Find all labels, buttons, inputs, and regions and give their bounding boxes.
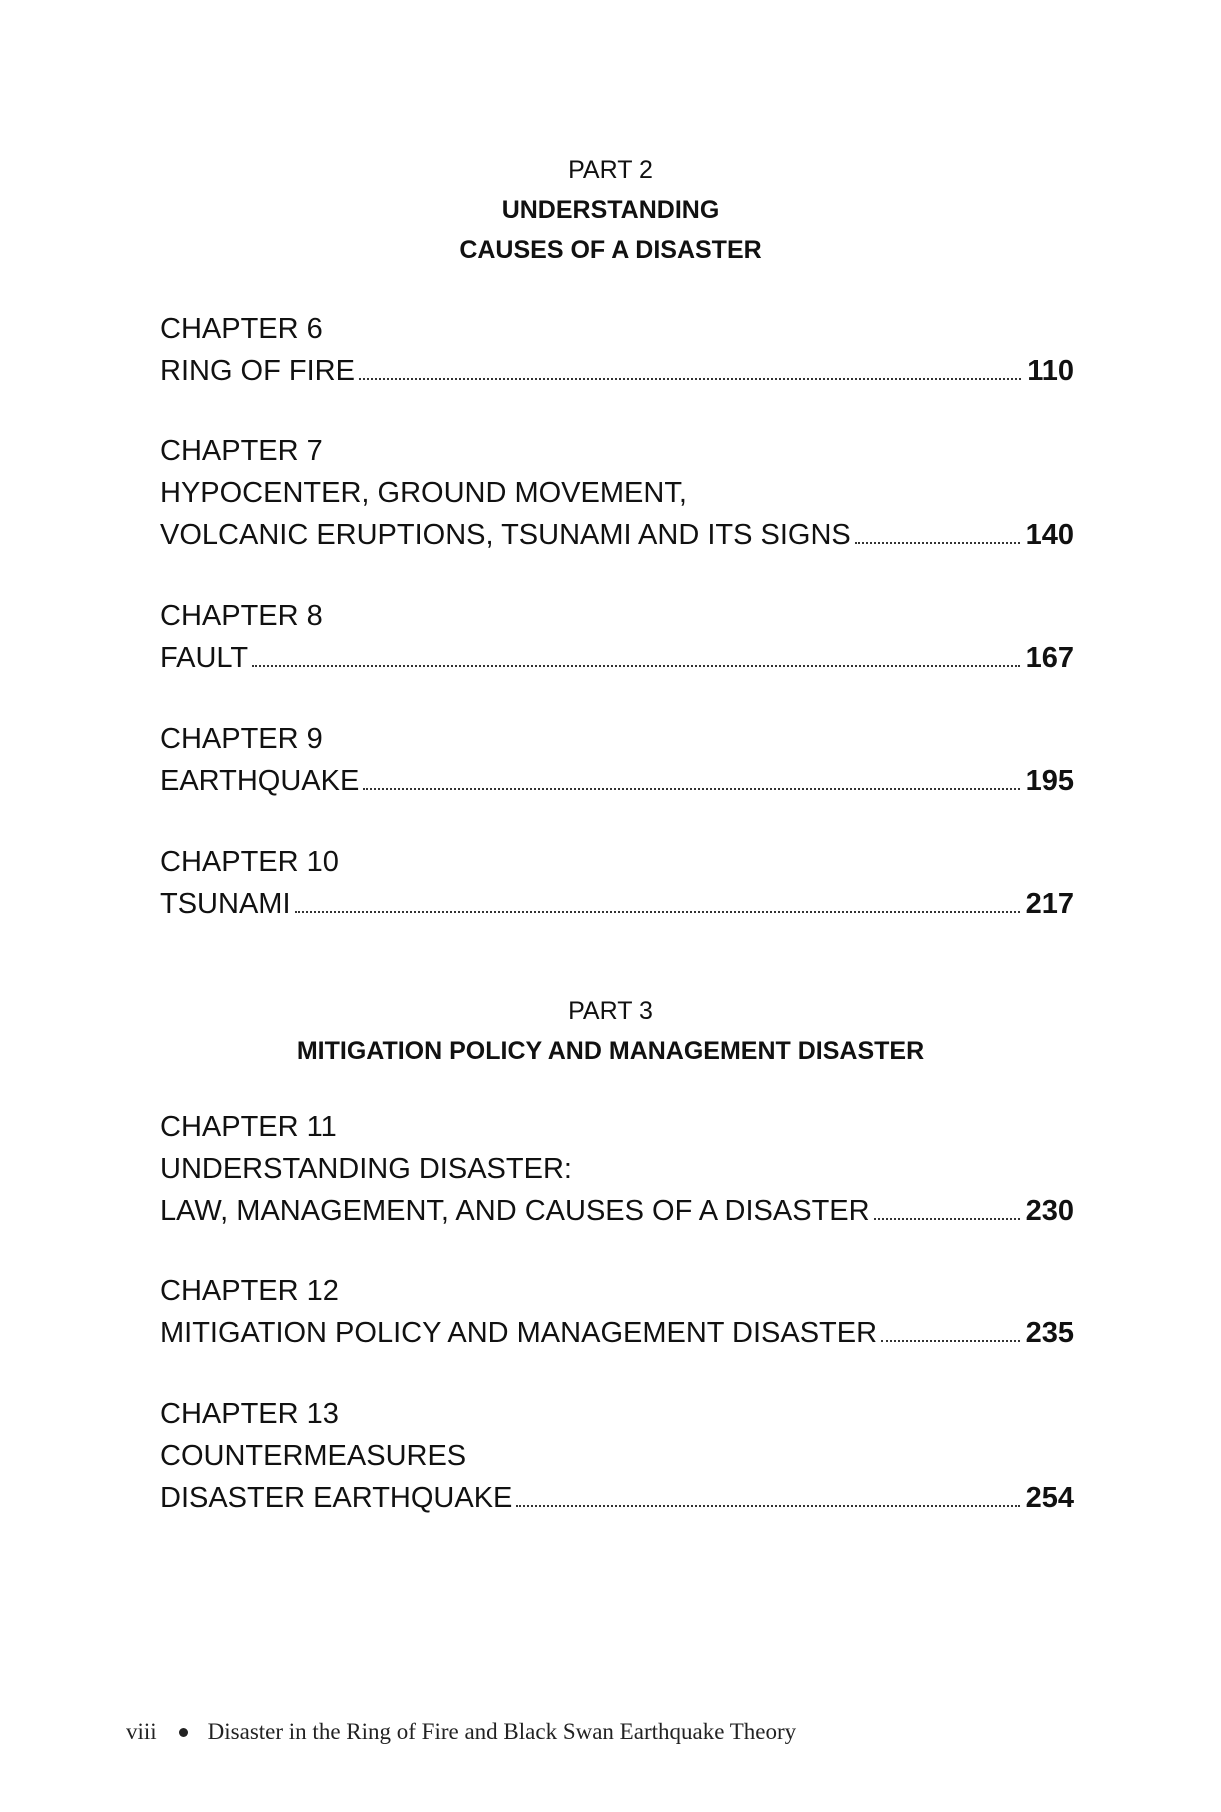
part-title: UNDERSTANDING: [501, 196, 720, 224]
dot-leader: [359, 378, 1021, 380]
page-number: 230: [1025, 1195, 1074, 1227]
chapter-label: CHAPTER 12: [160, 1275, 339, 1307]
toc-entry-chapter-6[interactable]: [160, 308, 1074, 392]
page-footer: [126, 1717, 796, 1747]
chapter-title: LAW, MANAGEMENT, AND CAUSES OF A DISASTER: [160, 1195, 870, 1227]
chapter-label: CHAPTER 11: [160, 1111, 337, 1143]
chapter-title: VOLCANIC ERUPTIONS, TSUNAMI AND ITS SIGNS: [160, 519, 851, 551]
footer-page-number: viii: [126, 1719, 157, 1744]
toc-entry-chapter-7[interactable]: [160, 430, 1074, 556]
chapter-label: CHAPTER 10: [160, 846, 339, 878]
toc-entry-chapter-12[interactable]: [160, 1270, 1074, 1354]
toc-line[interactable]: [160, 350, 1074, 392]
toc-line[interactable]: [160, 760, 1074, 802]
page-number: 110: [1027, 355, 1074, 387]
part-label: PART 3: [568, 997, 653, 1025]
part-label: PART 2: [568, 156, 653, 184]
chapter-title: TSUNAMI: [160, 888, 291, 920]
chapter-title-line: HYPOCENTER, GROUND MOVEMENT,: [160, 477, 687, 509]
dot-leader: [874, 1218, 1020, 1220]
dot-leader: [295, 911, 1020, 913]
page-number: 167: [1025, 642, 1074, 674]
page-number: 140: [1025, 519, 1074, 551]
chapter-title: EARTHQUAKE: [160, 765, 360, 797]
toc-entry-chapter-9[interactable]: [160, 718, 1074, 802]
chapter-title-line: COUNTERMEASURES: [160, 1440, 467, 1472]
chapter-title: RING OF FIRE: [160, 355, 355, 387]
chapter-label: CHAPTER 13: [160, 1398, 339, 1430]
chapter-label: CHAPTER 7: [160, 435, 323, 467]
part-3-heading: [0, 991, 1221, 1071]
page-number: 195: [1025, 765, 1074, 797]
chapter-title: DISASTER EARTHQUAKE: [160, 1482, 513, 1514]
footer-book-title: Disaster in the Ring of Fire and Black Swan Earthquake Theory: [207, 1719, 797, 1744]
chapter-title: FAULT: [160, 642, 249, 674]
toc-line[interactable]: [160, 883, 1074, 925]
chapter-label: CHAPTER 9: [160, 723, 323, 755]
chapter-title: MITIGATION POLICY AND MANAGEMENT DISASTER: [160, 1317, 878, 1349]
toc-line[interactable]: [160, 1312, 1074, 1354]
toc-entry-chapter-11[interactable]: [160, 1106, 1074, 1232]
dot-leader: [252, 665, 1020, 667]
toc-line[interactable]: [160, 637, 1074, 679]
page-number: 217: [1025, 888, 1074, 920]
toc-line[interactable]: [160, 1477, 1074, 1519]
toc-entry-chapter-13[interactable]: [160, 1393, 1074, 1519]
bullet-icon: [179, 1728, 188, 1737]
chapter-label: CHAPTER 8: [160, 600, 323, 632]
page-number: 235: [1025, 1317, 1074, 1349]
dot-leader: [881, 1340, 1020, 1342]
toc-entry-chapter-10[interactable]: [160, 841, 1074, 925]
chapter-label: CHAPTER 6: [160, 313, 323, 345]
chapter-title-line: UNDERSTANDING DISASTER:: [160, 1153, 572, 1185]
part-2-heading: [0, 150, 1221, 270]
dot-leader: [855, 542, 1020, 544]
toc-entry-chapter-8[interactable]: [160, 595, 1074, 679]
dot-leader: [363, 788, 1019, 790]
dot-leader: [516, 1505, 1019, 1507]
toc-line[interactable]: [160, 1190, 1074, 1232]
part-title: MITIGATION POLICY AND MANAGEMENT DISASTER: [296, 1037, 925, 1065]
toc-line[interactable]: [160, 514, 1074, 556]
page-number: 254: [1025, 1482, 1074, 1514]
part-title: CAUSES OF A DISASTER: [459, 236, 762, 264]
